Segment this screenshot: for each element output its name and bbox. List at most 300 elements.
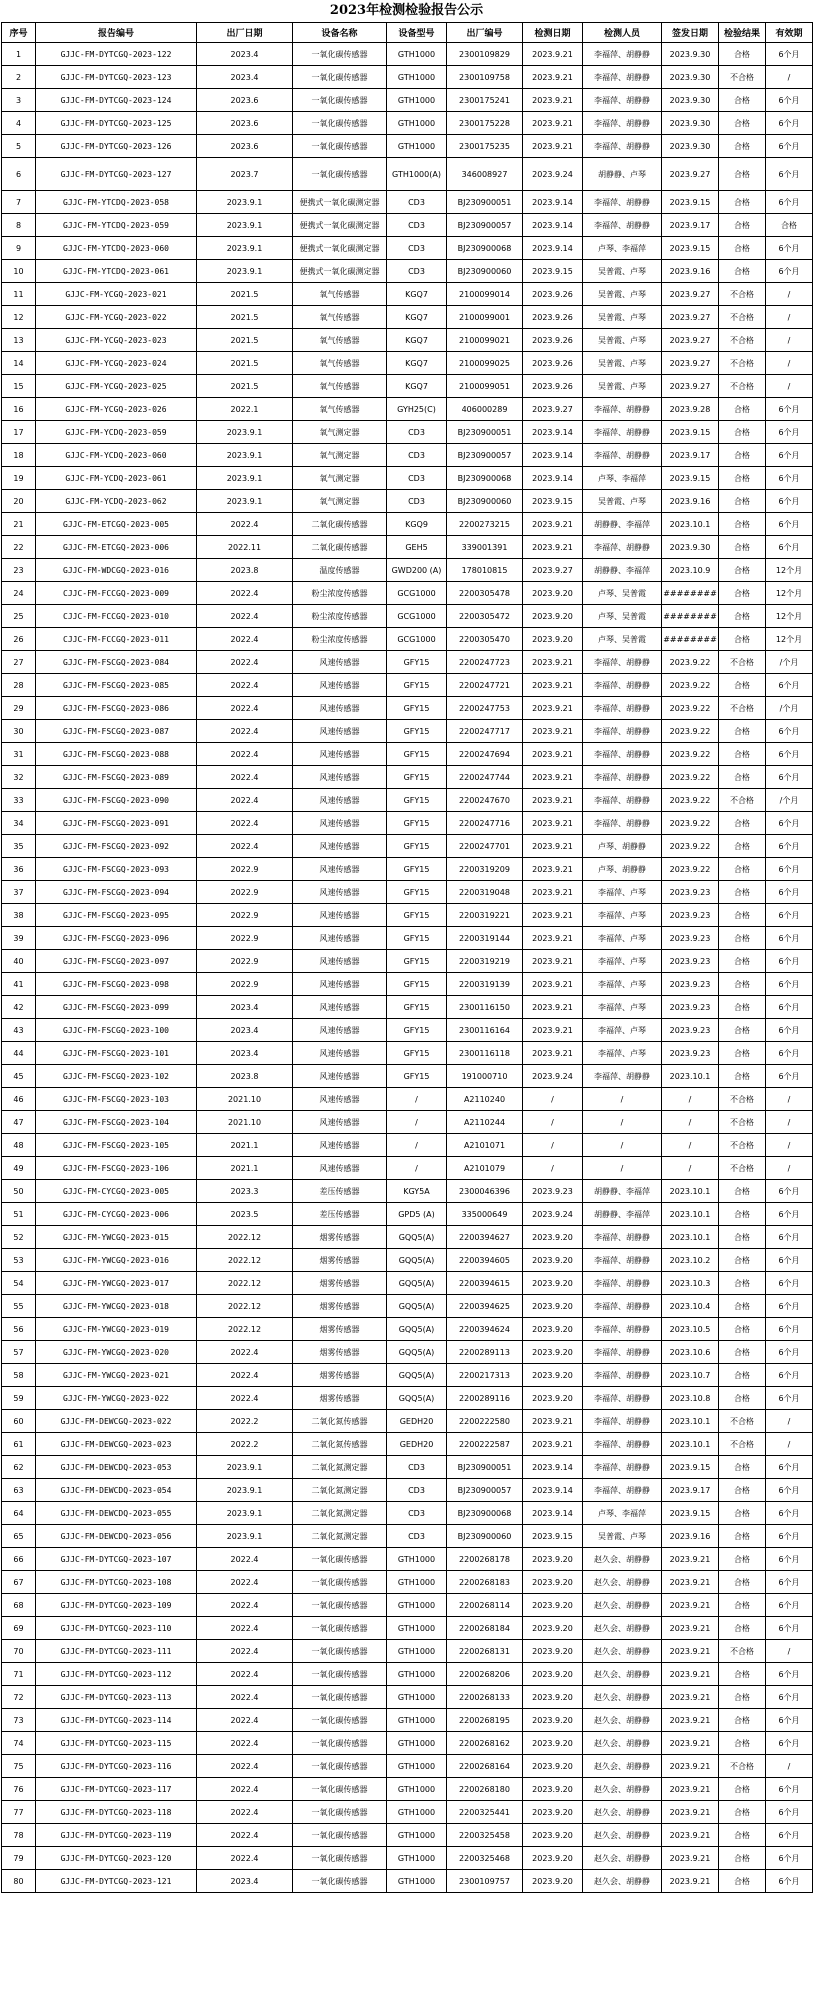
cell-device-model: GTH1000 (387, 1824, 447, 1847)
cell-device-name: 一氧化碳传感器 (293, 1594, 387, 1617)
cell-device-name: 风速传感器 (293, 789, 387, 812)
cell-result: 合格 (719, 1065, 766, 1088)
table-row (2, 559, 813, 582)
cell-device-name: 粉尘浓度传感器 (293, 582, 387, 605)
cell-device-name: 一氧化碳传感器 (293, 1571, 387, 1594)
header-serial-no: 出厂编号 (447, 23, 523, 43)
cell-index: 30 (2, 720, 36, 743)
cell-serial-no: A2110244 (447, 1111, 523, 1134)
cell-serial-no: A2101079 (447, 1157, 523, 1180)
cell-index: 33 (2, 789, 36, 812)
cell-manufacture-date: 2022.4 (197, 766, 293, 789)
cell-report-no: GJJC-FM-DYTCGQ-2023-112 (36, 1663, 197, 1686)
table-row (2, 1180, 813, 1203)
cell-inspectors: 李福萍、卢琴 (583, 904, 662, 927)
cell-device-model: GFY15 (387, 1042, 447, 1065)
cell-issue-date: 2023.10.3 (662, 1272, 719, 1295)
cell-serial-no: 2200319139 (447, 973, 523, 996)
cell-report-no: GJJC-FM-DYTCGQ-2023-113 (36, 1686, 197, 1709)
cell-report-no: GJJC-FM-DYTCGQ-2023-118 (36, 1801, 197, 1824)
cell-result: 合格 (719, 1525, 766, 1548)
cell-inspectors: 赵久会、胡静静 (583, 1663, 662, 1686)
cell-serial-no: 2200247694 (447, 743, 523, 766)
cell-test-date: 2023.9.21 (523, 789, 583, 812)
cell-manufacture-date: 2022.4 (197, 1617, 293, 1640)
cell-serial-no: 406000289 (447, 398, 523, 421)
cell-manufacture-date: 2022.4 (197, 651, 293, 674)
table-row (2, 1019, 813, 1042)
cell-test-date: 2023.9.20 (523, 1686, 583, 1709)
table-row (2, 1249, 813, 1272)
cell-device-name: 一氧化碳传感器 (293, 66, 387, 89)
cell-device-model: GCG1000 (387, 628, 447, 651)
cell-report-no: GJJC-FM-CYCGQ-2023-005 (36, 1180, 197, 1203)
cell-test-date: 2023.9.20 (523, 1755, 583, 1778)
header-test-date: 检测日期 (523, 23, 583, 43)
cell-manufacture-date: 2022.2 (197, 1433, 293, 1456)
cell-manufacture-date: 2022.12 (197, 1318, 293, 1341)
cell-index: 57 (2, 1341, 36, 1364)
cell-device-model: GFY15 (387, 1019, 447, 1042)
cell-device-model: GFY15 (387, 996, 447, 1019)
cell-index: 71 (2, 1663, 36, 1686)
cell-validity: 6个月 (766, 513, 813, 536)
cell-issue-date: 2023.10.9 (662, 559, 719, 582)
cell-index: 47 (2, 1111, 36, 1134)
cell-issue-date: 2023.9.23 (662, 996, 719, 1019)
cell-issue-date: 2023.9.30 (662, 112, 719, 135)
cell-manufacture-date: 2022.9 (197, 927, 293, 950)
cell-issue-date: 2023.10.1 (662, 1226, 719, 1249)
header-report-no: 报告编号 (36, 23, 197, 43)
cell-manufacture-date: 2021.1 (197, 1157, 293, 1180)
cell-manufacture-date: 2021.10 (197, 1088, 293, 1111)
header-device-model: 设备型号 (387, 23, 447, 43)
cell-validity: / (766, 1134, 813, 1157)
table-row (2, 1203, 813, 1226)
cell-manufacture-date: 2022.12 (197, 1295, 293, 1318)
table-row (2, 1525, 813, 1548)
cell-issue-date: 2023.9.22 (662, 697, 719, 720)
cell-test-date: 2023.9.20 (523, 1571, 583, 1594)
cell-result: 合格 (719, 421, 766, 444)
cell-serial-no: 2300116164 (447, 1019, 523, 1042)
cell-inspectors: 吴普霞、卢琴 (583, 490, 662, 513)
cell-result: 不合格 (719, 66, 766, 89)
cell-test-date: 2023.9.14 (523, 1479, 583, 1502)
cell-report-no: GJJC-FM-FSCGQ-2023-094 (36, 881, 197, 904)
cell-validity: 6个月 (766, 1203, 813, 1226)
cell-index: 6 (2, 158, 36, 191)
cell-inspectors: 赵久会、胡静静 (583, 1870, 662, 1893)
cell-inspectors: 卢琴、吴普霞 (583, 628, 662, 651)
cell-device-name: 二氧化氮测定器 (293, 1456, 387, 1479)
cell-device-name: 风速传感器 (293, 927, 387, 950)
cell-serial-no: BJ230900057 (447, 1479, 523, 1502)
cell-inspectors: 李福萍、胡静静 (583, 536, 662, 559)
cell-test-date: 2023.9.20 (523, 1663, 583, 1686)
cell-index: 72 (2, 1686, 36, 1709)
cell-result: 不合格 (719, 283, 766, 306)
cell-device-name: 一氧化碳传感器 (293, 1709, 387, 1732)
cell-index: 43 (2, 1019, 36, 1042)
cell-issue-date: 2023.9.28 (662, 398, 719, 421)
cell-serial-no: BJ230900068 (447, 237, 523, 260)
cell-index: 78 (2, 1824, 36, 1847)
cell-test-date: / (523, 1111, 583, 1134)
cell-index: 28 (2, 674, 36, 697)
cell-test-date: 2023.9.21 (523, 1019, 583, 1042)
cell-validity: 6个月 (766, 766, 813, 789)
cell-test-date: 2023.9.14 (523, 1502, 583, 1525)
cell-device-name: 差压传感器 (293, 1180, 387, 1203)
cell-report-no: GJJC-FM-YCGQ-2023-025 (36, 375, 197, 398)
cell-index: 70 (2, 1640, 36, 1663)
cell-inspectors: 卢琴、李福萍 (583, 237, 662, 260)
cell-issue-date: 2023.9.27 (662, 375, 719, 398)
cell-device-model: GQQ5(A) (387, 1249, 447, 1272)
cell-index: 18 (2, 444, 36, 467)
cell-manufacture-date: 2021.5 (197, 329, 293, 352)
cell-inspectors: 卢琴、李福萍 (583, 1502, 662, 1525)
cell-index: 14 (2, 352, 36, 375)
cell-validity: 6个月 (766, 1249, 813, 1272)
cell-manufacture-date: 2023.9.1 (197, 260, 293, 283)
cell-result: 合格 (719, 536, 766, 559)
cell-manufacture-date: 2023.6 (197, 89, 293, 112)
cell-test-date: 2023.9.20 (523, 1847, 583, 1870)
cell-validity: 6个月 (766, 536, 813, 559)
table-row (2, 1111, 813, 1134)
cell-serial-no: BJ230900051 (447, 421, 523, 444)
cell-issue-date: 2023.9.21 (662, 1571, 719, 1594)
cell-serial-no: 339001391 (447, 536, 523, 559)
cell-validity: / (766, 352, 813, 375)
table-row (2, 720, 813, 743)
cell-manufacture-date: 2022.4 (197, 1571, 293, 1594)
cell-issue-date: 2023.10.7 (662, 1364, 719, 1387)
cell-result: 合格 (719, 1548, 766, 1571)
cell-device-model: CD3 (387, 1502, 447, 1525)
cell-report-no: GJJC-FM-YTCDQ-2023-058 (36, 191, 197, 214)
cell-index: 23 (2, 559, 36, 582)
cell-validity: 6个月 (766, 490, 813, 513)
cell-validity: 6个月 (766, 973, 813, 996)
cell-index: 7 (2, 191, 36, 214)
cell-device-name: 一氧化碳传感器 (293, 1801, 387, 1824)
table-row (2, 1272, 813, 1295)
cell-inspectors: 赵久会、胡静静 (583, 1548, 662, 1571)
cell-validity: 6个月 (766, 1502, 813, 1525)
cell-report-no: GJJC-FM-YCGQ-2023-023 (36, 329, 197, 352)
cell-result: 合格 (719, 1502, 766, 1525)
cell-validity: / (766, 66, 813, 89)
cell-validity: 6个月 (766, 1456, 813, 1479)
cell-issue-date: 2023.9.21 (662, 1870, 719, 1893)
cell-device-model: GFY15 (387, 950, 447, 973)
cell-issue-date: 2023.9.27 (662, 158, 719, 191)
cell-index: 38 (2, 904, 36, 927)
cell-device-model: CD3 (387, 191, 447, 214)
cell-validity: 6个月 (766, 720, 813, 743)
cell-inspectors: 李福萍、胡静静 (583, 89, 662, 112)
cell-index: 26 (2, 628, 36, 651)
cell-result: 合格 (719, 1663, 766, 1686)
cell-index: 75 (2, 1755, 36, 1778)
cell-report-no: GJJC-FM-DYTCGQ-2023-126 (36, 135, 197, 158)
cell-result: 不合格 (719, 697, 766, 720)
cell-index: 19 (2, 467, 36, 490)
cell-result: 不合格 (719, 789, 766, 812)
cell-serial-no: 2200325458 (447, 1824, 523, 1847)
cell-manufacture-date: 2023.9.1 (197, 1502, 293, 1525)
cell-inspectors: 李福萍、胡静静 (583, 720, 662, 743)
cell-report-no: GJJC-FM-FSCGQ-2023-088 (36, 743, 197, 766)
cell-validity: 6个月 (766, 1571, 813, 1594)
cell-manufacture-date: 2022.4 (197, 1847, 293, 1870)
cell-test-date: 2023.9.20 (523, 1594, 583, 1617)
cell-serial-no: 2300175235 (447, 135, 523, 158)
cell-device-model: GQQ5(A) (387, 1272, 447, 1295)
cell-test-date: 2023.9.20 (523, 1295, 583, 1318)
cell-device-name: 二氧化氮测定器 (293, 1479, 387, 1502)
cell-device-name: 差压传感器 (293, 1203, 387, 1226)
cell-manufacture-date: 2023.5 (197, 1203, 293, 1226)
table-row (2, 789, 813, 812)
cell-device-name: 氧气测定器 (293, 421, 387, 444)
cell-manufacture-date: 2021.1 (197, 1134, 293, 1157)
cell-manufacture-date: 2023.9.1 (197, 1479, 293, 1502)
table-row (2, 628, 813, 651)
cell-issue-date: 2023.9.16 (662, 260, 719, 283)
table-row (2, 89, 813, 112)
cell-device-name: 风速传感器 (293, 812, 387, 835)
cell-result: 合格 (719, 1456, 766, 1479)
cell-validity: 6个月 (766, 1824, 813, 1847)
cell-result: 合格 (719, 950, 766, 973)
cell-issue-date: 2023.10.5 (662, 1318, 719, 1341)
cell-result: 合格 (719, 582, 766, 605)
page-title: 2023年检测检验报告公示 (329, 3, 484, 18)
cell-device-model: CD3 (387, 260, 447, 283)
cell-report-no: GJJC-FM-YCDQ-2023-061 (36, 467, 197, 490)
cell-test-date: / (523, 1134, 583, 1157)
cell-result: 合格 (719, 1617, 766, 1640)
cell-device-model: KGQ7 (387, 352, 447, 375)
cell-serial-no: 2100099021 (447, 329, 523, 352)
table-row (2, 1548, 813, 1571)
cell-result: 不合格 (719, 1111, 766, 1134)
cell-device-model: CD3 (387, 421, 447, 444)
cell-manufacture-date: 2022.4 (197, 582, 293, 605)
cell-device-name: 氧气传感器 (293, 329, 387, 352)
cell-report-no: GJJC-FM-YCDQ-2023-060 (36, 444, 197, 467)
cell-serial-no: 2200394605 (447, 1249, 523, 1272)
cell-device-name: 温度传感器 (293, 559, 387, 582)
cell-serial-no: 2200268133 (447, 1686, 523, 1709)
cell-report-no: GJJC-FM-FSCGQ-2023-087 (36, 720, 197, 743)
cell-issue-date: 2023.9.22 (662, 812, 719, 835)
cell-manufacture-date: 2022.4 (197, 1594, 293, 1617)
cell-report-no: GJJC-FM-DYTCGQ-2023-125 (36, 112, 197, 135)
cell-device-model: GFY15 (387, 766, 447, 789)
cell-serial-no: 2200222580 (447, 1410, 523, 1433)
cell-manufacture-date: 2022.4 (197, 789, 293, 812)
cell-validity: 6个月 (766, 467, 813, 490)
cell-index: 34 (2, 812, 36, 835)
cell-issue-date: 2023.9.27 (662, 329, 719, 352)
cell-test-date: 2023.9.14 (523, 237, 583, 260)
cell-device-name: 一氧化碳传感器 (293, 112, 387, 135)
cell-manufacture-date: 2022.4 (197, 720, 293, 743)
cell-result: 不合格 (719, 1157, 766, 1180)
table-row (2, 1295, 813, 1318)
cell-issue-date: 2023.10.1 (662, 1203, 719, 1226)
cell-device-name: 一氧化碳传感器 (293, 1686, 387, 1709)
cell-validity: 6个月 (766, 1180, 813, 1203)
cell-test-date: 2023.9.21 (523, 697, 583, 720)
cell-device-model: GTH1000 (387, 1617, 447, 1640)
cell-test-date: 2023.9.26 (523, 352, 583, 375)
cell-inspectors: 卢琴、吴普霞 (583, 582, 662, 605)
cell-issue-date: 2023.9.27 (662, 306, 719, 329)
cell-inspectors: 吴普霞、卢琴 (583, 375, 662, 398)
table-row (2, 651, 813, 674)
table-row (2, 1042, 813, 1065)
cell-manufacture-date: 2022.4 (197, 1755, 293, 1778)
cell-report-no: GJJC-FM-DEWCDQ-2023-054 (36, 1479, 197, 1502)
cell-serial-no: 335000649 (447, 1203, 523, 1226)
cell-device-model: GTH1000 (387, 66, 447, 89)
cell-report-no: GJJC-FM-YWCGQ-2023-022 (36, 1387, 197, 1410)
cell-manufacture-date: 2022.9 (197, 881, 293, 904)
cell-result: 合格 (719, 605, 766, 628)
cell-serial-no: 2200305470 (447, 628, 523, 651)
cell-serial-no: 2200394625 (447, 1295, 523, 1318)
cell-device-name: 风速传感器 (293, 835, 387, 858)
cell-result: 合格 (719, 720, 766, 743)
cell-validity: 6个月 (766, 89, 813, 112)
cell-device-name: 烟雾传感器 (293, 1318, 387, 1341)
cell-index: 53 (2, 1249, 36, 1272)
cell-inspectors: 卢琴、胡静静 (583, 835, 662, 858)
cell-inspectors: 李福萍、胡静静 (583, 651, 662, 674)
cell-inspectors: 李福萍、胡静静 (583, 1479, 662, 1502)
cell-test-date: 2023.9.26 (523, 306, 583, 329)
cell-serial-no: BJ230900060 (447, 490, 523, 513)
cell-index: 16 (2, 398, 36, 421)
cell-result: 合格 (719, 1318, 766, 1341)
cell-result: 合格 (719, 214, 766, 237)
cell-manufacture-date: 2022.4 (197, 743, 293, 766)
cell-report-no: GJJC-FM-FSCGQ-2023-095 (36, 904, 197, 927)
cell-inspectors: 李福萍、胡静静 (583, 766, 662, 789)
cell-device-model: GCG1000 (387, 582, 447, 605)
cell-issue-date: ######## (662, 628, 719, 651)
cell-issue-date: 2023.9.15 (662, 237, 719, 260)
cell-test-date: 2023.9.27 (523, 398, 583, 421)
cell-device-name: 一氧化碳传感器 (293, 1640, 387, 1663)
cell-issue-date: / (662, 1111, 719, 1134)
cell-validity: /个月 (766, 697, 813, 720)
cell-device-model: KGQ9 (387, 513, 447, 536)
table-row (2, 43, 813, 66)
cell-index: 39 (2, 927, 36, 950)
cell-manufacture-date: 2023.4 (197, 66, 293, 89)
cell-inspectors: 李福萍、卢琴 (583, 973, 662, 996)
cell-device-model: GFY15 (387, 927, 447, 950)
cell-validity: 6个月 (766, 1778, 813, 1801)
cell-inspectors: 赵久会、胡静静 (583, 1640, 662, 1663)
cell-index: 58 (2, 1364, 36, 1387)
cell-manufacture-date: 2022.4 (197, 1709, 293, 1732)
cell-device-model: GCG1000 (387, 605, 447, 628)
cell-test-date: 2023.9.21 (523, 43, 583, 66)
cell-serial-no: 2200268114 (447, 1594, 523, 1617)
cell-report-no: GJJC-FM-DYTCGQ-2023-115 (36, 1732, 197, 1755)
cell-device-name: 便携式一氧化碳测定器 (293, 191, 387, 214)
table-row (2, 674, 813, 697)
cell-result: 不合格 (719, 1088, 766, 1111)
cell-device-name: 粉尘浓度传感器 (293, 628, 387, 651)
cell-index: 68 (2, 1594, 36, 1617)
cell-serial-no: 2200247701 (447, 835, 523, 858)
cell-serial-no: 2200247723 (447, 651, 523, 674)
cell-result: 不合格 (719, 1410, 766, 1433)
cell-result: 不合格 (719, 306, 766, 329)
cell-serial-no: BJ230900068 (447, 1502, 523, 1525)
cell-device-name: 风速传感器 (293, 1134, 387, 1157)
cell-result: 合格 (719, 1778, 766, 1801)
cell-report-no: GJJC-FM-YWCGQ-2023-021 (36, 1364, 197, 1387)
cell-issue-date: 2023.9.21 (662, 1755, 719, 1778)
table-row (2, 1801, 813, 1824)
cell-test-date: 2023.9.21 (523, 135, 583, 158)
cell-device-name: 风速传感器 (293, 697, 387, 720)
cell-index: 55 (2, 1295, 36, 1318)
cell-inspectors: 李福萍、胡静静 (583, 43, 662, 66)
cell-report-no: GJJC-FM-FSCGQ-2023-096 (36, 927, 197, 950)
cell-serial-no: 2300175228 (447, 112, 523, 135)
cell-device-name: 便携式一氧化碳测定器 (293, 260, 387, 283)
cell-validity: 6个月 (766, 674, 813, 697)
cell-serial-no: 2300116118 (447, 1042, 523, 1065)
cell-issue-date: 2023.9.16 (662, 1525, 719, 1548)
cell-result: 合格 (719, 490, 766, 513)
cell-inspectors: 赵久会、胡静静 (583, 1778, 662, 1801)
cell-result: 合格 (719, 1272, 766, 1295)
cell-inspectors: 赵久会、胡静静 (583, 1686, 662, 1709)
cell-index: 37 (2, 881, 36, 904)
cell-manufacture-date: 2022.4 (197, 835, 293, 858)
cell-result: 合格 (719, 1203, 766, 1226)
cell-serial-no: BJ230900051 (447, 1456, 523, 1479)
cell-report-no: GJJC-FM-WDCGQ-2023-016 (36, 559, 197, 582)
cell-device-name: 烟雾传感器 (293, 1364, 387, 1387)
cell-result: 合格 (719, 996, 766, 1019)
cell-serial-no: 2200247753 (447, 697, 523, 720)
cell-device-name: 烟雾传感器 (293, 1226, 387, 1249)
cell-test-date: 2023.9.20 (523, 1709, 583, 1732)
cell-index: 11 (2, 283, 36, 306)
cell-inspectors: 胡静静、李福萍 (583, 513, 662, 536)
cell-device-model: GFY15 (387, 651, 447, 674)
cell-result: 合格 (719, 559, 766, 582)
table-row (2, 1226, 813, 1249)
cell-device-name: 粉尘浓度传感器 (293, 605, 387, 628)
cell-report-no: GJJC-FM-FSCGQ-2023-100 (36, 1019, 197, 1042)
cell-validity: 6个月 (766, 950, 813, 973)
